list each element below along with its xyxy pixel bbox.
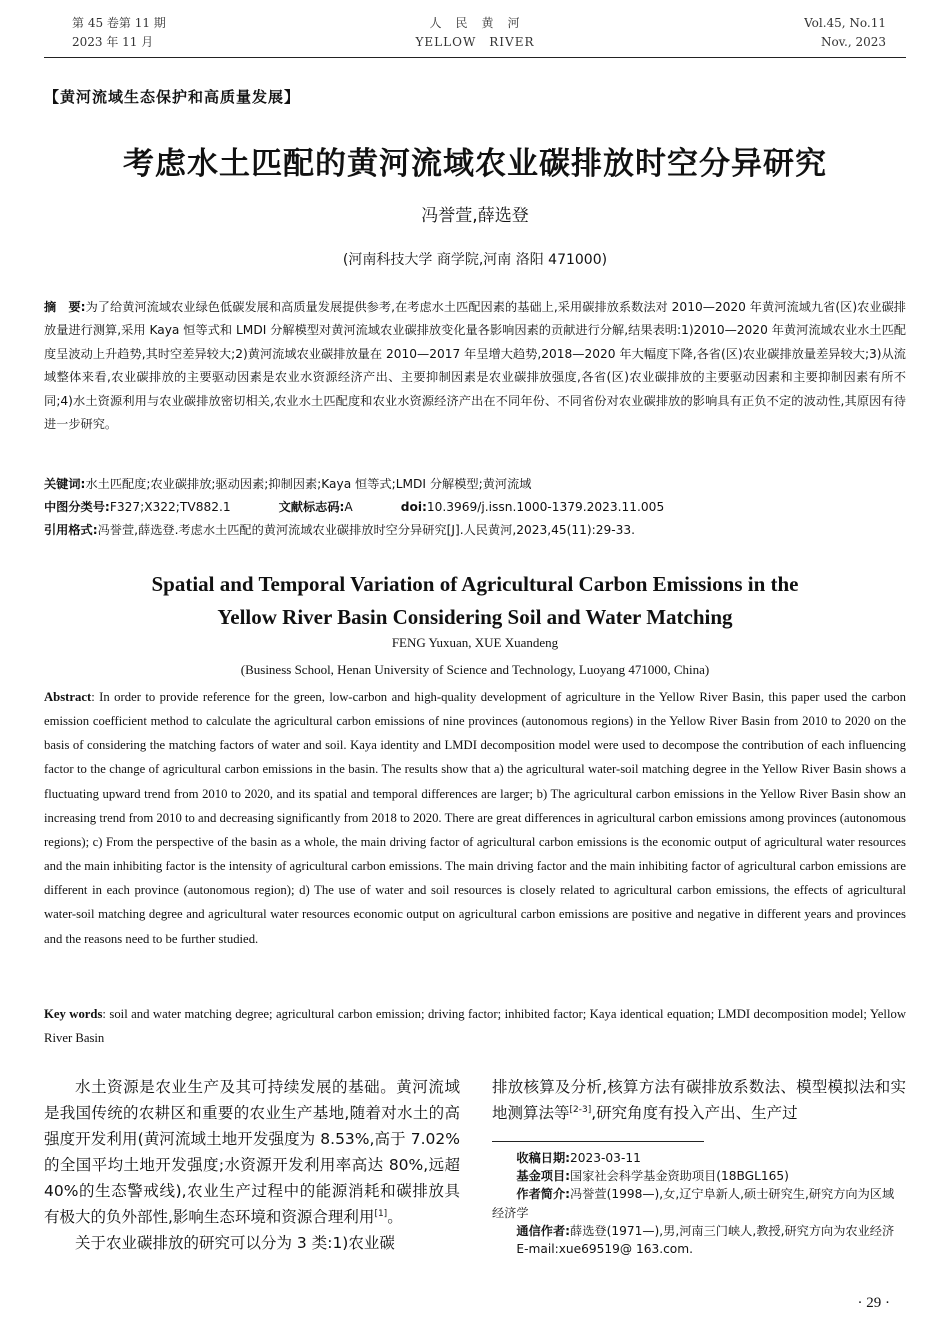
citation-line xyxy=(44,519,906,541)
english-affiliation: (Business School, Henan University of Science and Technology, Luoyang 471000, China) xyxy=(240,662,710,677)
english-title xyxy=(0,568,950,634)
body-paragraph-2-cont-text: 排放核算及分析,核算方法有碳排放系数法、模型模拟法和实地测算法等 xyxy=(492,1078,906,1122)
english-title-line1: Spatial and Temporal Variation of Agricultural Carbon Emissions in the xyxy=(151,572,799,596)
date-en: Nov., 2023 xyxy=(820,35,886,49)
classification-line xyxy=(44,496,906,518)
header-rule xyxy=(44,57,906,58)
footnote-fund xyxy=(492,1167,906,1185)
english-title-line2: Yellow River Basin Considering Soil and Water Matching xyxy=(217,605,733,629)
fund-text: 国家社会科学基金资助项目(18BGL165) xyxy=(570,1169,789,1184)
footnotes xyxy=(492,1149,906,1258)
body-right-column xyxy=(492,1074,906,1126)
chinese-affiliation: (河南科技大学 商学院,河南 洛阳 471000) xyxy=(342,252,608,268)
corresponding-text: 薛选登(1971—),男,河南三门峡人,教授,研究方向为农业经济 xyxy=(570,1223,895,1238)
page-number: · 29 · xyxy=(857,1295,890,1311)
english-authors: FENG Yuxuan, XUE Xuandeng xyxy=(391,635,559,650)
author-bio-label: 作者简介: xyxy=(516,1187,571,1202)
fund-label: 基金项目: xyxy=(516,1169,571,1184)
keywords-text-cn: 水土匹配度;农业碳排放;驱动因素;抑制因素;Kaya 恒等式;LMDI 分解模型;黄河流域 xyxy=(85,477,532,491)
citation-ref-2-3: [2-3] xyxy=(569,1104,592,1115)
keywords-label-en: Key words xyxy=(44,1007,103,1021)
body-paragraph-1-text: 水土资源是农业生产及其可持续发展的基础。黄河流域是我国传统的农耕区和重要的农业生产基地,随着对水土的高强度开发利用(黄河流域土地开发强度为 8.53%,高于 7.02%的全国平均土地开发强度;水资源开发利用率高达 80%,远超 40%的生态警戒线),农业生产过程中的能源消耗和碳排放具有极大的负外部性,影响生态环境和资源合理利用 xyxy=(44,1078,460,1226)
footnote-email: E-mail:xue69519@ 163.com. xyxy=(516,1242,694,1257)
date-cn: 2023 年 11 月 xyxy=(72,35,154,49)
volume-en: Vol.45, No.11 xyxy=(804,16,886,30)
keywords-label-cn: 关键词: xyxy=(44,477,86,491)
footnote-author xyxy=(492,1185,906,1221)
citation-ref-1: [1] xyxy=(374,1208,388,1219)
volume-cn: 第 45 卷第 11 期 xyxy=(72,16,166,30)
abstract-label-en: Abstract xyxy=(44,690,92,704)
abstract-text-en: : In order to provide reference for the green, low-carbon and high-quality development of agriculture in the Yellow River Basin, this paper used the carbon emission coefficient method to calculate the agricultural carbon emissions of nine provinces (autonomous regions) in the Yellow River Basin from 2010 to 2020 on the basis of considering the matching factors of water and soil. Kaya identity and LMDI decomposition model were used to decompose the contribution of each influencing factor to the change of agricultural carbon emissions in the basin. The results show that a) the agricultural water-soil matching degree in the Yellow River Basin shows a fluctuating upward trend from 2010 to 2020, and its spatial and temporal differences are larger; b) The agricultural carbon emissions in the Yellow River Basin show an increasing trend from 2010 to and decreasing significantly from 2018 to 2020. There are great differences in agricultural carbon emissions among provinces (autonomous regions); c) From the perspective of the basin as a whole, the main driving factor of agricultural carbon emissions is the economic output of agricultural water resources and the main inhibiting factor is the intensity of agricultural carbon emissions. The main driving factor and the main inhibiting factor of agricultural carbon emissions are different in each province (autonomous region); d) The use of water and soil resources is closely related to agricultural carbon emissions, the effects of agricultural water-soil matching degree and agricultural water resources economic output on agricultural carbon emissions are positive and negative in different years and provinces and the reasons need to be further studied. xyxy=(44,690,906,946)
english-keywords xyxy=(44,1002,906,1050)
chinese-title: 考虑水土匹配的黄河流域农业碳排放时空分异研究 xyxy=(123,146,827,182)
chinese-authors: 冯誉萱,薛选登 xyxy=(421,206,529,226)
corresponding-label: 通信作者: xyxy=(516,1223,571,1238)
clc-label: 中图分类号: xyxy=(44,500,110,514)
english-abstract xyxy=(44,685,906,951)
chinese-abstract xyxy=(44,296,906,436)
doc-code-value: A xyxy=(344,500,353,514)
body-paragraph-2-continued xyxy=(492,1074,906,1126)
footnote-rule xyxy=(492,1141,704,1142)
body-paragraph-2-cont-end: ,研究角度有投入产出、生产过 xyxy=(591,1104,798,1122)
journal-name-en: YELLOW RIVER xyxy=(415,35,535,49)
body-paragraph-2: 关于农业碳排放的研究可以分为 3 类:1)农业碳 xyxy=(75,1234,395,1252)
clc-value: F327;X322;TV882.1 xyxy=(109,500,231,514)
keywords-text-en: : soil and water matching degree; agricultural carbon emission; driving factor; inhibited factor; Kaya identical equation; LMDI decomposition model; Yellow River Basin xyxy=(44,1007,906,1046)
doi-value: 10.3969/j.issn.1000-1379.2023.11.005 xyxy=(426,500,665,514)
received-label: 收稿日期: xyxy=(516,1151,571,1165)
header-right xyxy=(804,14,886,52)
body-paragraph-1-end: 。 xyxy=(387,1208,403,1226)
journal-name-cn: 人 民 黄 河 xyxy=(429,16,521,30)
abstract-text-cn: 为了给黄河流域农业绿色低碳发展和高质量发展提供参考,在考虑水土匹配因素的基础上,采用碳排放系数法对 2010—2020 年黄河流域九省(区)农业碳排放量进行测算,采用 Kaya 恒等式和 LMDI 分解模型对黄河流域农业碳排放变化量各影响因素的贡献进行分解,结果表明:1)2010—2020 年黄河流域农业水土匹配度呈波动上升趋势,其时空差异较大;2)黄河流域农业碳排放量在 2010—2017 年呈增大趋势,2018—2020 年大幅度下降,各省(区)农业碳排放量差异较大;3)从流域整体来看,农业碳排放的主要驱动因素是农业水资源经济产出、主要抑制因素是农业碳排放强度,各省(区)农业碳排放的主要驱动因素和主要抑制因素有所不同;4)水土资源利用与农业碳排放密切相关,农业水土匹配度和农业水资源经济产出在不同年份、不同省份对农业碳排放的影响具有正负不定的波动性,其原因有待进一步研究。 xyxy=(44,300,906,432)
column-tag: 【黄河流域生态保护和高质量发展】 xyxy=(44,88,301,106)
doc-code-label: 文献标志码: xyxy=(278,500,345,514)
footnote-corresponding xyxy=(492,1222,906,1240)
author-bio-text: 冯誉萱(1998—),女,辽宁阜新人,硕士研究生,研究方向为区域经济学 xyxy=(492,1187,895,1220)
abstract-label-cn: 摘 要: xyxy=(44,300,86,314)
received-date: 2023-03-11 xyxy=(570,1151,641,1165)
citation-label: 引用格式: xyxy=(44,523,98,537)
body-paragraph-1 xyxy=(44,1074,460,1230)
citation-text: 冯誉萱,薛选登.考虑水土匹配的黄河流域农业碳排放时空分异研究[J].人民黄河,2023,45(11):29-33. xyxy=(97,523,636,537)
keywords-cn xyxy=(44,473,906,495)
doi-label: doi: xyxy=(400,500,427,514)
footnote-received xyxy=(492,1149,906,1167)
body-left-column xyxy=(44,1074,460,1256)
